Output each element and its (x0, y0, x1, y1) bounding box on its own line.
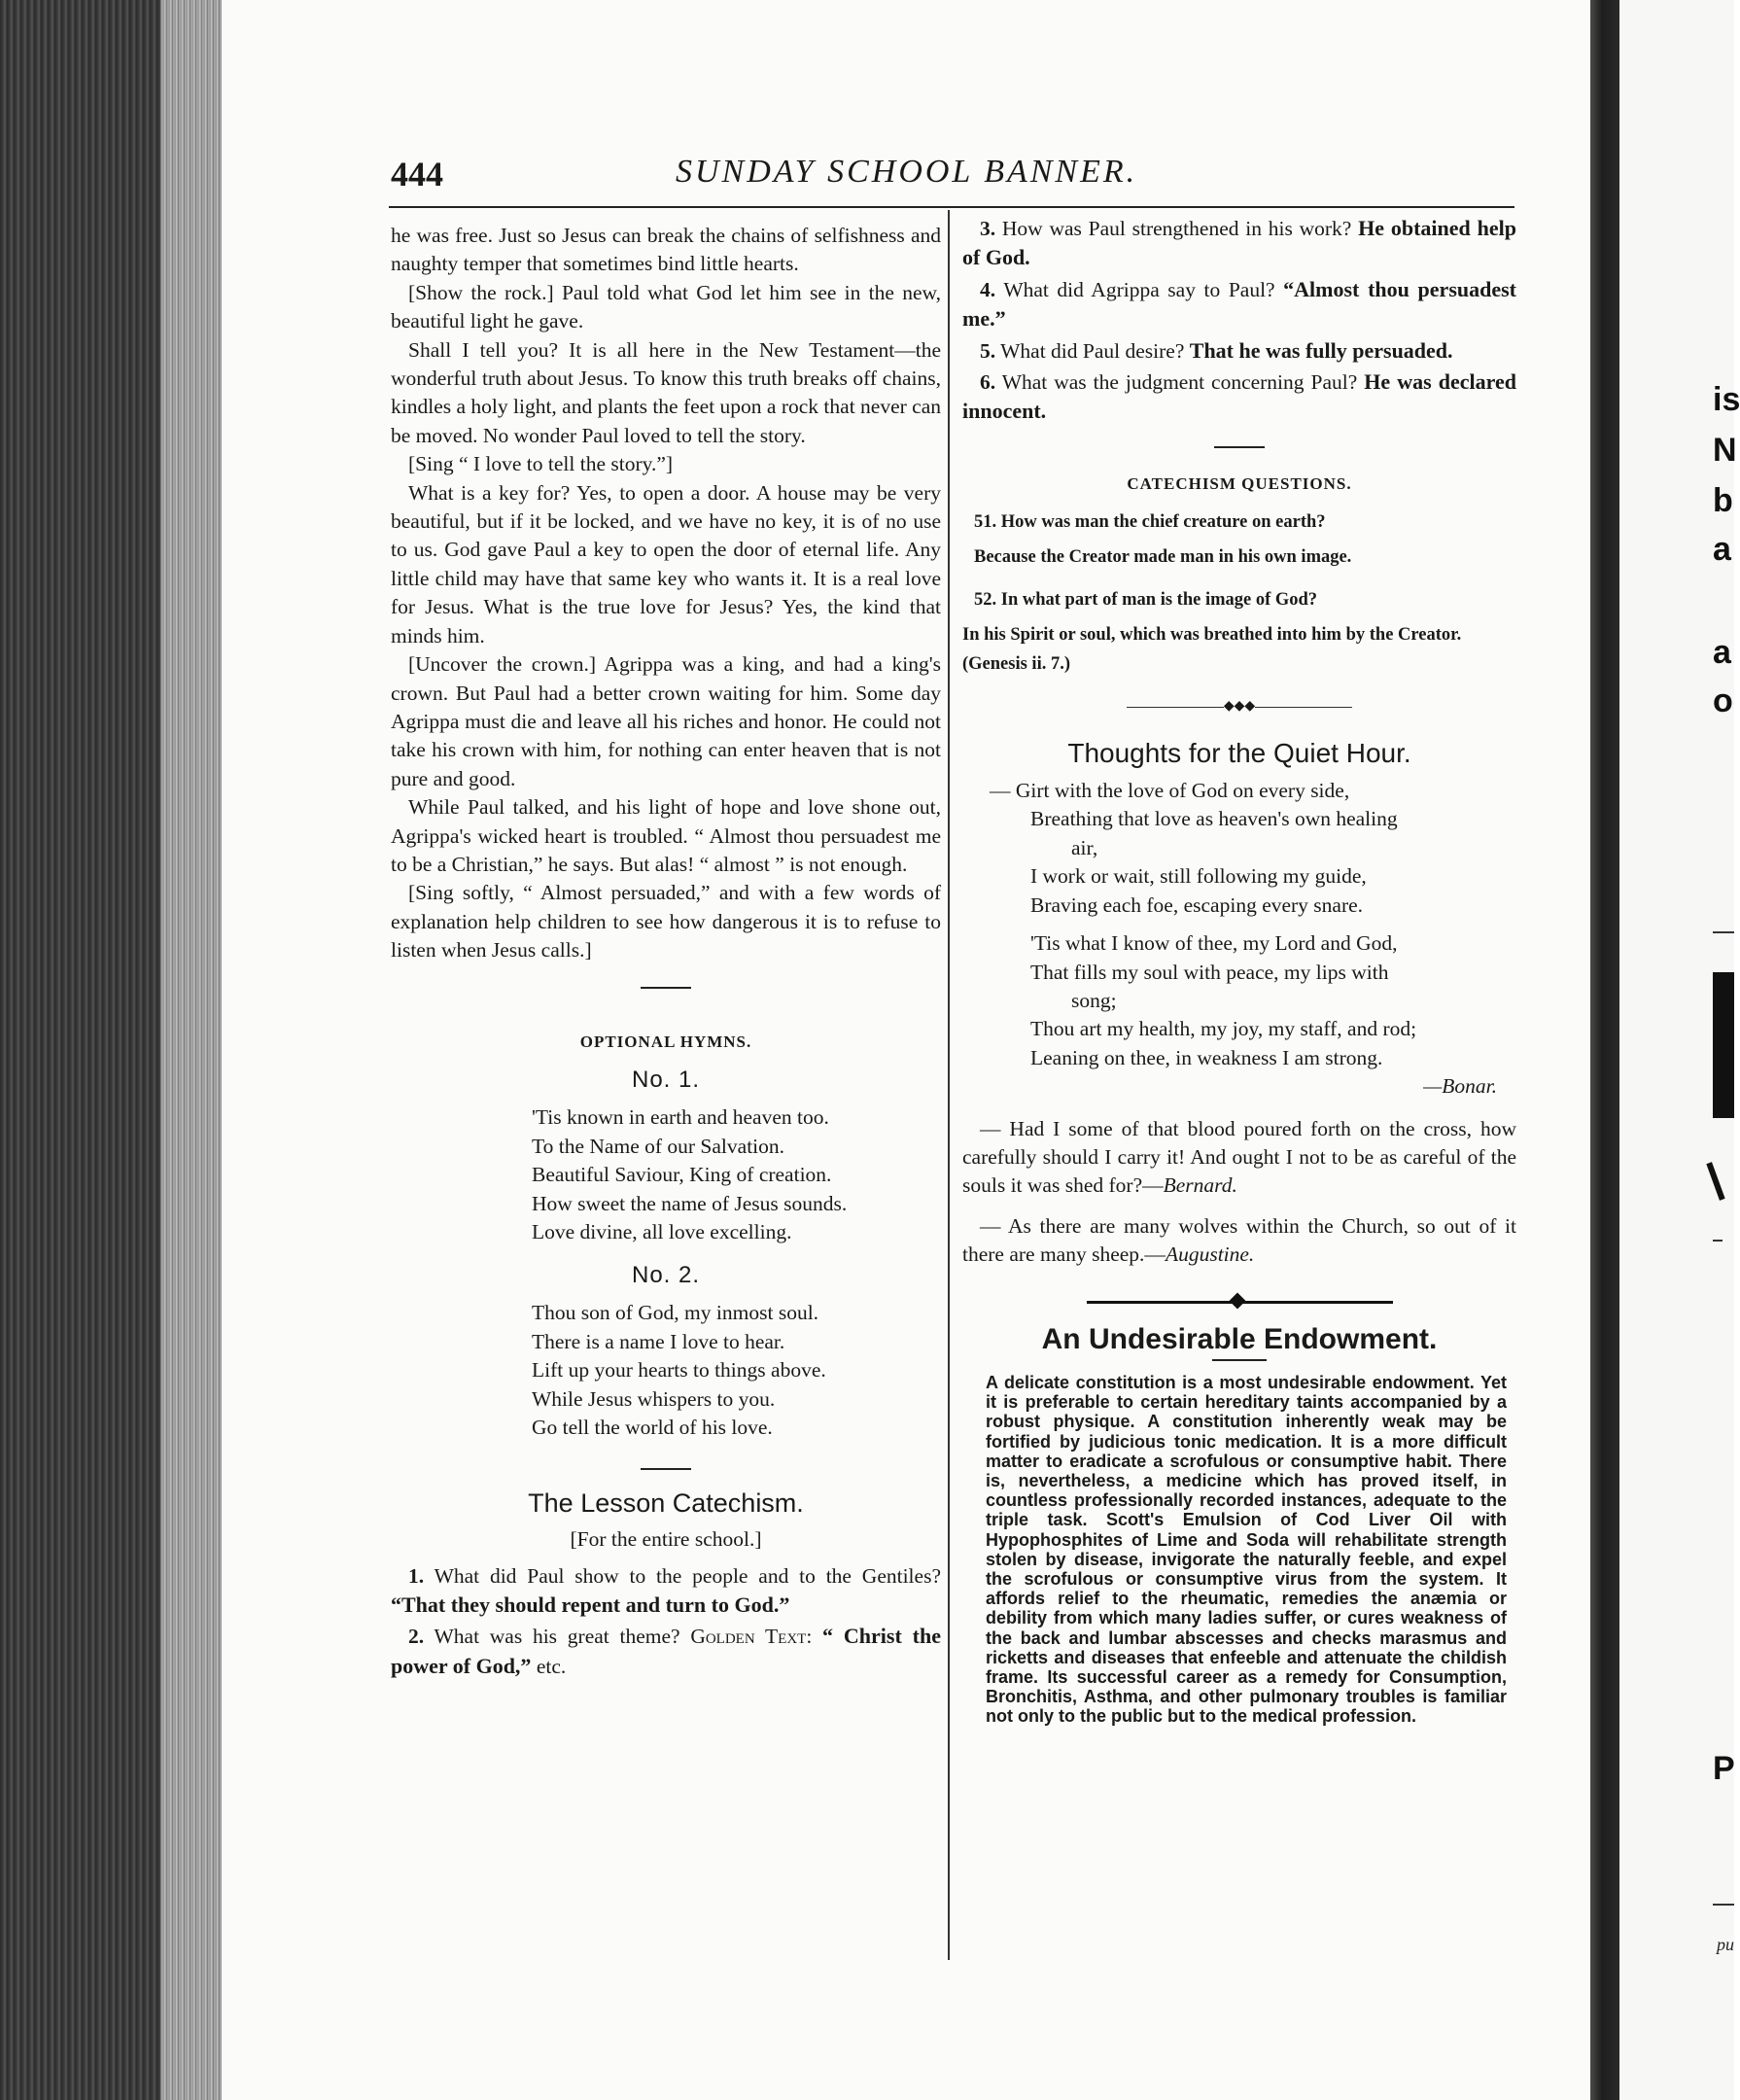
answer-text: “Almost thou persuadest me.” (962, 276, 1517, 332)
poem-line: I work or wait, still following my guide, (1030, 864, 1367, 889)
hymn-line: There is a name I love to hear. (532, 1329, 785, 1353)
poem-line: Braving each foe, escaping every snare. (1030, 892, 1364, 917)
fragment-text: is (1713, 381, 1740, 418)
poem-line: Breathing that love as heaven's own healing (1030, 807, 1398, 831)
hymn-line: Thou son of God, my inmost soul. (532, 1301, 819, 1325)
right-column (962, 214, 1516, 1727)
answer-text: “ Christ the power of God,” (391, 1624, 941, 1678)
ornament-divider: ◆◆◆ (962, 692, 1516, 720)
hymn-line: 'Tis known in earth and heaven too. (532, 1105, 829, 1130)
catechism-question-2 (391, 1622, 941, 1681)
catechism-question-1 (391, 1562, 941, 1621)
fragment-rule (1713, 1904, 1734, 1906)
question-number: 5. (980, 338, 996, 363)
fragment-text: a (1713, 634, 1731, 671)
advert-rule (1212, 1359, 1267, 1361)
advert-heading: An Undesirable Endowment. (1041, 1322, 1438, 1355)
running-head: SUNDAY SCHOOL BANNER. (676, 154, 1138, 190)
hymn-line: How sweet the name of Jesus sounds. (532, 1191, 848, 1215)
attribution-bonar: —Bonar. (1423, 1074, 1497, 1099)
quote-text: — As there are many wolves within the Church, so out of it there are many sheep.— (962, 1213, 1516, 1267)
page-gutter (1590, 0, 1619, 2100)
question-number: 3. (980, 217, 996, 240)
poem-line: Leaning on thee, in weakness I am strong. (1030, 1045, 1383, 1069)
quote-text: — Had I some of that blood poured forth on the cross, how carefully should I carry it! And ought I not to be as careful of the souls it was shed for?— (962, 1116, 1516, 1198)
paragraph: What is a key for? Yes, to open a door. A house may be very beautiful, but if it be locked, and we have no key, it is of no use to us. God gave Paul a key to open the door of eternal life. Any little child may have that same key who wants it. It is a real love for Jesus. What is the true love for Jesus? Yes, the kind that minds him. (391, 480, 941, 648)
paragraph: Shall I tell you? It is all here in the New Testament—the wonderful truth about Jesus. To know this truth breaks off chains, kindles a holy light, and plants the feet upon a rock that never can be moved. No wonder Paul loved to tell the story. (391, 337, 941, 447)
paragraph: he was free. Just so Jesus can break the chains of selfishness and naughty temper that sometimes bind little hearts. (391, 224, 941, 276)
section-rule (1214, 446, 1265, 448)
poem-line: Thou art my health, my joy, my staff, and rod; (1030, 1017, 1417, 1041)
hymn-1-lines (532, 1103, 941, 1247)
hymn-line: Go tell the world of his love. (532, 1416, 773, 1440)
ornament-line (1255, 707, 1352, 708)
fragment-block (1713, 972, 1734, 1118)
poem-line: — Girt with the love of God on every side, (990, 779, 1350, 803)
question-number: 6. (980, 370, 996, 395)
poem-line: 'Tis what I know of thee, my Lord and God, (1030, 931, 1398, 956)
attribution-bernard: Bernard. (1163, 1173, 1237, 1198)
page-number: 444 (391, 155, 443, 193)
question-text: How was Paul strengthened in his work? (1001, 217, 1352, 240)
ornament-line (1127, 707, 1224, 708)
paragraph: [Sing “ I love to tell the story.”] (408, 452, 674, 476)
hymn-line: Love divine, all love excelling. (532, 1220, 792, 1244)
catechism-question-5 (962, 336, 1516, 366)
hymn-2-title: No. 2. (631, 1261, 701, 1288)
question-text: What did Paul desire? (1000, 338, 1185, 363)
question-text: What was his great theme? (434, 1625, 680, 1649)
question-number: 4. (980, 277, 996, 301)
golden-text-label: Golden Text: (690, 1625, 813, 1649)
fragment-text: b (1713, 482, 1733, 519)
fragment-text: pu (1717, 1935, 1734, 1954)
poem-stanza-2 (990, 929, 1516, 1072)
question-number: 2. (408, 1625, 425, 1649)
poem-line: air, (1071, 835, 1098, 859)
paragraph: While Paul talked, and his light of hope and love shone out, Agrippa's wicked heart is troubled. “ Almost thou persuadest me to be a Christian,” he says. But alas! “ almost ” is not enough. (391, 795, 941, 876)
paragraph: [Sing softly, “ Almost persuaded,” and with a few words of explanation help children to see how dangerous it is to refuse to listen when Jesus calls.] (391, 881, 941, 962)
quiet-hour-heading: Thoughts for the Quiet Hour. (1067, 737, 1411, 768)
hymn-2-lines (532, 1299, 941, 1443)
answer-text: He was declared innocent. (962, 369, 1516, 424)
question-text: What was the judgment concerning Paul? (1001, 370, 1358, 395)
catechism-question-51: 51. How was man the chief creature on earth? (974, 512, 1326, 533)
paragraph: [Show the rock.] Paul told what God let him see in the new, beautiful light he gave. (391, 280, 941, 333)
next-page-fragment (1619, 0, 1740, 2100)
advert-body: A delicate constitution is a most undesirable endowment. Yet it is preferable to certain hereditary taints accompanied by a robust physique. A constitution inherently weak may be fortified by judicious tonic medication. It is a more difficult matter to eradicate a scrofulous or consumptive habit. There is, nevertheless, a medicine which has proved itself, in countless professionally recorded instances, adequate to the triple task. Scott's Emulsion of Cod Liver Oil with Hypophosphites of Lime and Soda will rehabilitate strength stolen by disease, invigorate the naturally feeble, and expel the scrofulous or consumptive virus from the system. It affords relief to the rheumatic, remedies the anæmia or debility from which many ladies suffer, or cures weakness of the back and lumbar abscesses and checks marasmus and ricketts and diseases that enfeeble and attenuate the childish frame. Its successful career as a remedy for Consumption, Bronchitis, Asthma, and other pulmonary troubles is familiar not only to the public but to the medical profession. (986, 1372, 1507, 1727)
catechism-answer-52: In his Spirit or soul, which was breathed into him by the Creator. (Genesis ii. 7.) (962, 625, 1462, 675)
column-divider (948, 210, 950, 1960)
quote-augustine (962, 1212, 1516, 1270)
answer-text: That he was fully persuaded. (1189, 337, 1453, 363)
section-rule (641, 987, 691, 989)
catechism-answer-51: Because the Creator made man in his own image. (974, 547, 1352, 568)
quote-bernard (962, 1115, 1516, 1201)
answer-text: “That they should repent and turn to God.” (391, 1592, 790, 1617)
fragment-rule (1713, 1240, 1723, 1242)
question-text: What did Paul show to the people and to the Gentiles? (434, 1563, 941, 1588)
fragment-text: o (1713, 682, 1733, 719)
section-rule-diamond (1087, 1301, 1393, 1304)
hymn-1-title: No. 1. (631, 1066, 701, 1093)
poem-line: song; (1071, 988, 1117, 1012)
hymn-line: To the Name of our Salvation. (532, 1134, 785, 1158)
diamond-ornament (1229, 1292, 1245, 1309)
hymn-line: Lift up your hearts to things above. (532, 1358, 826, 1382)
catechism-question-6 (962, 368, 1516, 427)
hymn-line: Beautiful Saviour, King of creation. (532, 1163, 832, 1187)
catechism-question-4 (962, 275, 1516, 334)
fragment-mark (1706, 1162, 1724, 1201)
catechism-question-52: 52. In what part of man is the image of God? (974, 590, 1318, 611)
poem-line: That fills my soul with peace, my lips with (1030, 960, 1389, 984)
fragment-text: P (1713, 1750, 1735, 1787)
question-number: 1. (408, 1563, 425, 1588)
catechism-questions-heading: CATECHISM QUESTIONS. (1127, 473, 1352, 493)
fragment-text: a (1713, 531, 1731, 568)
optional-hymns-heading: OPTIONAL HYMNS. (579, 1032, 752, 1051)
left-column (391, 222, 941, 1683)
paragraph: [Uncover the crown.] Agrippa was a king, and had a king's crown. But Paul had a better crown waiting for him. Some day Agrippa must die and leave all his riches and honor. He could not take his crown with him, for nothing can enter heaven that is not pure and good. (391, 652, 941, 790)
fragment-text: N (1713, 432, 1737, 469)
hymn-line: While Jesus whispers to you. (532, 1386, 776, 1411)
lesson-catechism-subheading: [For the entire school.] (570, 1527, 762, 1552)
page-edges (160, 0, 228, 2100)
fragment-rule (1713, 931, 1734, 933)
section-rule (641, 1468, 691, 1470)
question-text: What did Agrippa say to Paul? (1003, 277, 1275, 301)
header-rule (389, 206, 1514, 208)
lesson-catechism-heading: The Lesson Catechism. (528, 1488, 804, 1518)
catechism-question-3 (962, 214, 1516, 273)
poem-stanza-1 (990, 777, 1516, 920)
answer-text: He obtained help of God. (962, 216, 1517, 270)
attribution-augustine: Augustine. (1165, 1242, 1255, 1267)
answer-tail: etc. (536, 1654, 567, 1678)
